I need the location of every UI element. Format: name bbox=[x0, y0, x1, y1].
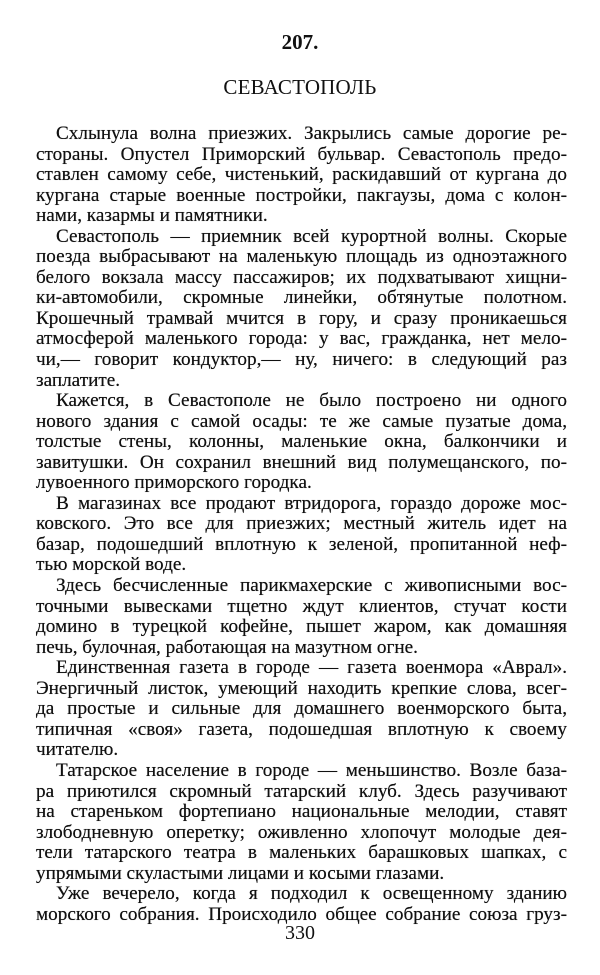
text-line: толстые стены, колонны, маленькие окна, балкончики и bbox=[36, 431, 567, 453]
text-line: Схлынула волна приезжих. Закрылись самые дорогие ре- bbox=[56, 123, 567, 144]
text-line: В магазинах все продают втридорога, гораздо дороже мос- bbox=[56, 492, 567, 514]
text-line: стораны. Опустел Приморский бульвар. Севастополь предо- bbox=[36, 143, 567, 165]
paragraph bbox=[36, 884, 567, 925]
page-number: 330 bbox=[285, 922, 315, 944]
paragraph bbox=[36, 124, 567, 227]
paragraph bbox=[36, 227, 567, 391]
paragraph bbox=[36, 658, 567, 761]
text-line: Единственная газета в городе — газета военмора «Аврал». bbox=[56, 657, 567, 679]
text-line: типичная «своя» газета, подошедшая вплотную к своему bbox=[36, 718, 567, 740]
chapter-title: СЕВАСТОПОЛЬ bbox=[223, 75, 377, 99]
text-line: Здесь бесчисленные парикмахерские с живописными вос- bbox=[56, 575, 567, 597]
text-line: морского собрания. Происходило общее собрание союза груз- bbox=[36, 903, 567, 925]
paragraph bbox=[36, 391, 567, 494]
text-line: поезда выбрасывают на маленькую площадь из одноэтажного bbox=[36, 246, 567, 268]
text-line: печь, булочная, работающая на мазутном огне. bbox=[36, 636, 418, 658]
text-line: ра приютился скромный татарский клуб. Здесь разучивают bbox=[36, 780, 567, 802]
text-line: на стареньком фортепиано национальные мелодии, ставят bbox=[36, 801, 567, 823]
paragraph bbox=[36, 576, 567, 658]
text-line: нами, казармы и памятники. bbox=[36, 205, 268, 227]
text-line: Севастополь — приемник всей курортной волны. Скорые bbox=[56, 225, 567, 247]
text-line: тью морской воде. bbox=[36, 554, 187, 576]
text-line: завитушки. Он сохранил внешний вид полумещанского, по- bbox=[36, 451, 567, 473]
text-line: белого вокзала массу пассажиров; их подхватывают хищни- bbox=[36, 266, 567, 288]
text-line: Уже вечерело, когда я подходил к освещенному зданию bbox=[56, 883, 567, 905]
text-line: Татарское население в городе — меньшинство. Возле база- bbox=[56, 759, 567, 781]
body-text bbox=[36, 124, 567, 925]
text-line: нового здания с самой осады: те же самые пузатые дома, bbox=[36, 410, 567, 432]
text-line: ки-автомобили, скромные линейки, обтянутые полотном. bbox=[36, 287, 567, 309]
text-line: атмосферой маленького города: у вас, гражданка, нет мело- bbox=[36, 328, 567, 350]
paragraph bbox=[36, 761, 567, 884]
text-line: заплатите. bbox=[36, 369, 121, 391]
chapter-number: 207. bbox=[281, 30, 319, 54]
text-line: ставлен самому себе, чистенький, раскидавший от кургана до bbox=[36, 164, 567, 186]
text-line: базар, подошедший вплотную к зеленой, пропитанной неф- bbox=[36, 533, 567, 555]
text-line: ковского. Это все для приезжих; местный житель идет на bbox=[36, 513, 567, 535]
text-line: точными вывесками тщетно ждут клиентов, стучат кости bbox=[36, 595, 567, 617]
text-line: Кажется, в Севастополе не было построено ни одного bbox=[56, 390, 567, 412]
text-line: да простые и сильные для домашнего военморского быта, bbox=[36, 698, 567, 720]
text-line: лувоенного приморского городка. bbox=[36, 472, 312, 494]
text-line: упрямыми скуластыми лицами и косыми глазами. bbox=[36, 862, 445, 884]
text-line: Энергичный листок, умеющий находить крепкие слова, всег- bbox=[36, 677, 567, 699]
text-line: злободневную оперетку; оживленно хлопочут молодые дея- bbox=[36, 821, 567, 843]
text-line: тели татарского театра в маленьких барашковых шапках, с bbox=[36, 842, 567, 864]
paragraph bbox=[36, 494, 567, 576]
text-line: кургана старые военные постройки, пакгаузы, дома с колон- bbox=[36, 184, 567, 206]
text-line: Крошечный трамвай мчится в гору, и сразу проникаешься bbox=[36, 307, 567, 329]
text-line: чи,— говорит кондуктор,— ну, ничего: в следующий раз bbox=[36, 349, 567, 371]
text-line: читателю. bbox=[36, 739, 119, 761]
text-line: домино в турецкой кофейне, пышет жаром, как домашняя bbox=[36, 616, 567, 638]
